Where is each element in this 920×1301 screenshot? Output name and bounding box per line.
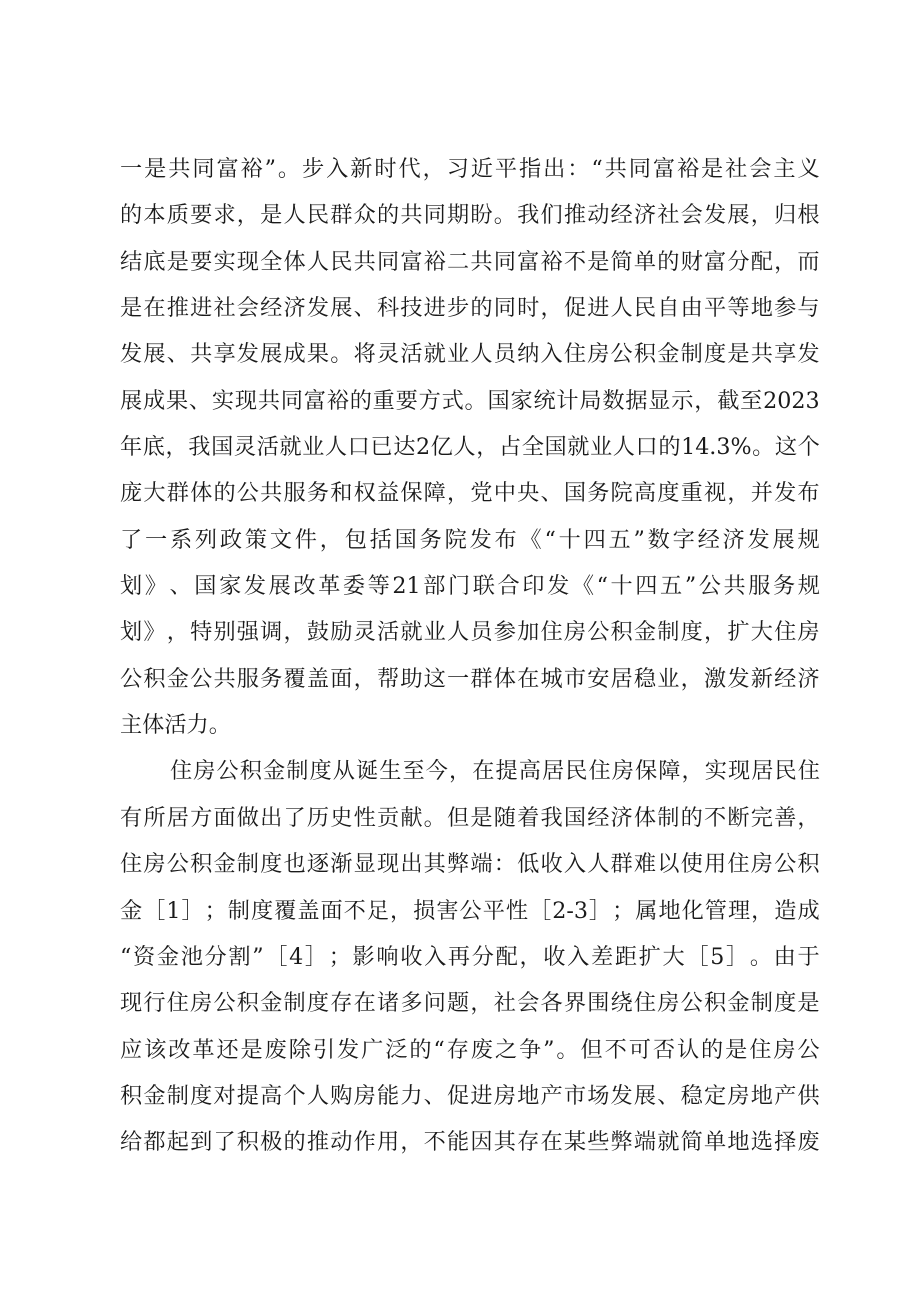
paragraph-1-line: 一 是 共 同 富 裕 ” 。 步 入 新 时 代 ， 习 近 平 指 出 ： “ 共 同 富 裕 是 社 会 主 义 [120, 156, 820, 182]
paragraph-1-line: 发 展 、 共 享 发 展 成 果 。 将 灵 活 就 业 人 员 纳 入 住 房 公 积 金 制 度 是 共 享 发 [120, 341, 820, 368]
paragraph-2-line: 给 都 起 到 了 积 极 的 推 动 作 用 ， 不 能 因 其 存 在 某 些 弊 端 就 简 单 地 选 择 废 [120, 1129, 820, 1156]
paragraph-2-line: “ 资 金 池 分 割 ” ［ 4 ］ ； 影 响 收 入 再 分 配 ， 收 入 差 距 扩 大 ［ 5 ］ 。 由 于 [120, 943, 820, 970]
paragraph-1-line: 是 在 推 进 社 会 经 济 发 展 、 科 技 进 步 的 同 时 ， 促 进 人 民 自 由 平 等 地 参 与 [120, 295, 820, 322]
paragraph-1-line: 庞 大 群 体 的 公 共 服 务 和 权 益 保 障 ， 党 中 央 、 国 务 院 高 度 重 视 ， 并 发 布 [120, 480, 820, 507]
paragraph-1-line: 结 底 是 要 实 现 全 体 人 民 共 同 富 裕 二 共 同 富 裕 不 是 简 单 的 财 富 分 配 ， 而 [120, 248, 820, 275]
paragraph-2-line: 应 该 改 革 还 是 废 除 引 发 广 泛 的 “ 存 废 之 争 ” 。 但 不 可 否 认 的 是 住 房 公 [120, 1036, 820, 1063]
paragraph-2-first-line: 住 房 公 积 金 制 度 从 诞 生 至 今 ， 在 提 高 居 民 住 房 保 障 ， 实 现 居 民 住 [170, 758, 820, 785]
paragraph-2-line: 积 金 制 度 对 提 高 个 人 购 房 能 力 、 促 进 房 地 产 市 场 发 展 、 稳 定 房 地 产 供 [120, 1082, 820, 1109]
paragraph-2-line: 金 ［ 1 ］ ； 制 度 覆 盖 面 不 足 ， 损 害 公 平 性 ［ 2-3 ］ ； 属 地 化 管 理 ， 造 成 [120, 897, 820, 924]
paragraph-1-line: 划 》 、 国 家 发 展 改 革 委 等 21 部 门 联 合 印 发 《 “ 十 四 五 ” 公 共 服 务 规 [120, 573, 820, 600]
paragraph-1-line: 的 本 质 要 求 ， 是 人 民 群 众 的 共 同 期 盼 。 我 们 推 动 经 济 社 会 发 展 ， 归 根 [120, 202, 820, 229]
paragraph-2-line: 现 行 住 房 公 积 金 制 度 存 在 诸 多 问 题 ， 社 会 各 界 围 绕 住 房 公 积 金 制 度 是 [120, 990, 820, 1017]
paragraph-1-last-line: 主体活力。 [120, 712, 231, 739]
paragraph-2-line: 住 房 公 积 金 制 度 也 逐 渐 显 现 出 其 弊 端 ： 低 收 入 人 群 难 以 使 用 住 房 公 积 [120, 851, 820, 878]
paragraph-1-line: 展 成 果 、 实 现 共 同 富 裕 的 重 要 方 式 。 国 家 统 计 局 数 据 显 示 ， 截 至 2023 [120, 387, 820, 414]
paragraph-1-line: 划 》 ， 特 别 强 调 ， 鼓 励 灵 活 就 业 人 员 参 加 住 房 公 积 金 制 度 ， 扩 大 住 房 [120, 619, 820, 646]
paragraph-2-line: 有 所 居 方 面 做 出 了 历 史 性 贡 献 。 但 是 随 着 我 国 经 济 体 制 的 不 断 完 善 ， [120, 804, 820, 831]
paragraph-1-line: 年 底 ， 我 国 灵 活 就 业 人 口 已 达 2 亿 人 ， 占 全 国 就 业 人 口 的 14.3% 。 这 个 [120, 434, 820, 461]
paragraph-1-line: 了 一 系 列 政 策 文 件 ， 包 括 国 务 院 发 布 《 “ 十 四 五 ” 数 字 经 济 发 展 规 [120, 526, 820, 553]
paragraph-1-line: 公 积 金 公 共 服 务 覆 盖 面 ， 帮 助 这 一 群 体 在 城 市 安 居 稳 业 ， 激 发 新 经 济 [120, 665, 820, 692]
body-text [120, 146, 820, 1166]
